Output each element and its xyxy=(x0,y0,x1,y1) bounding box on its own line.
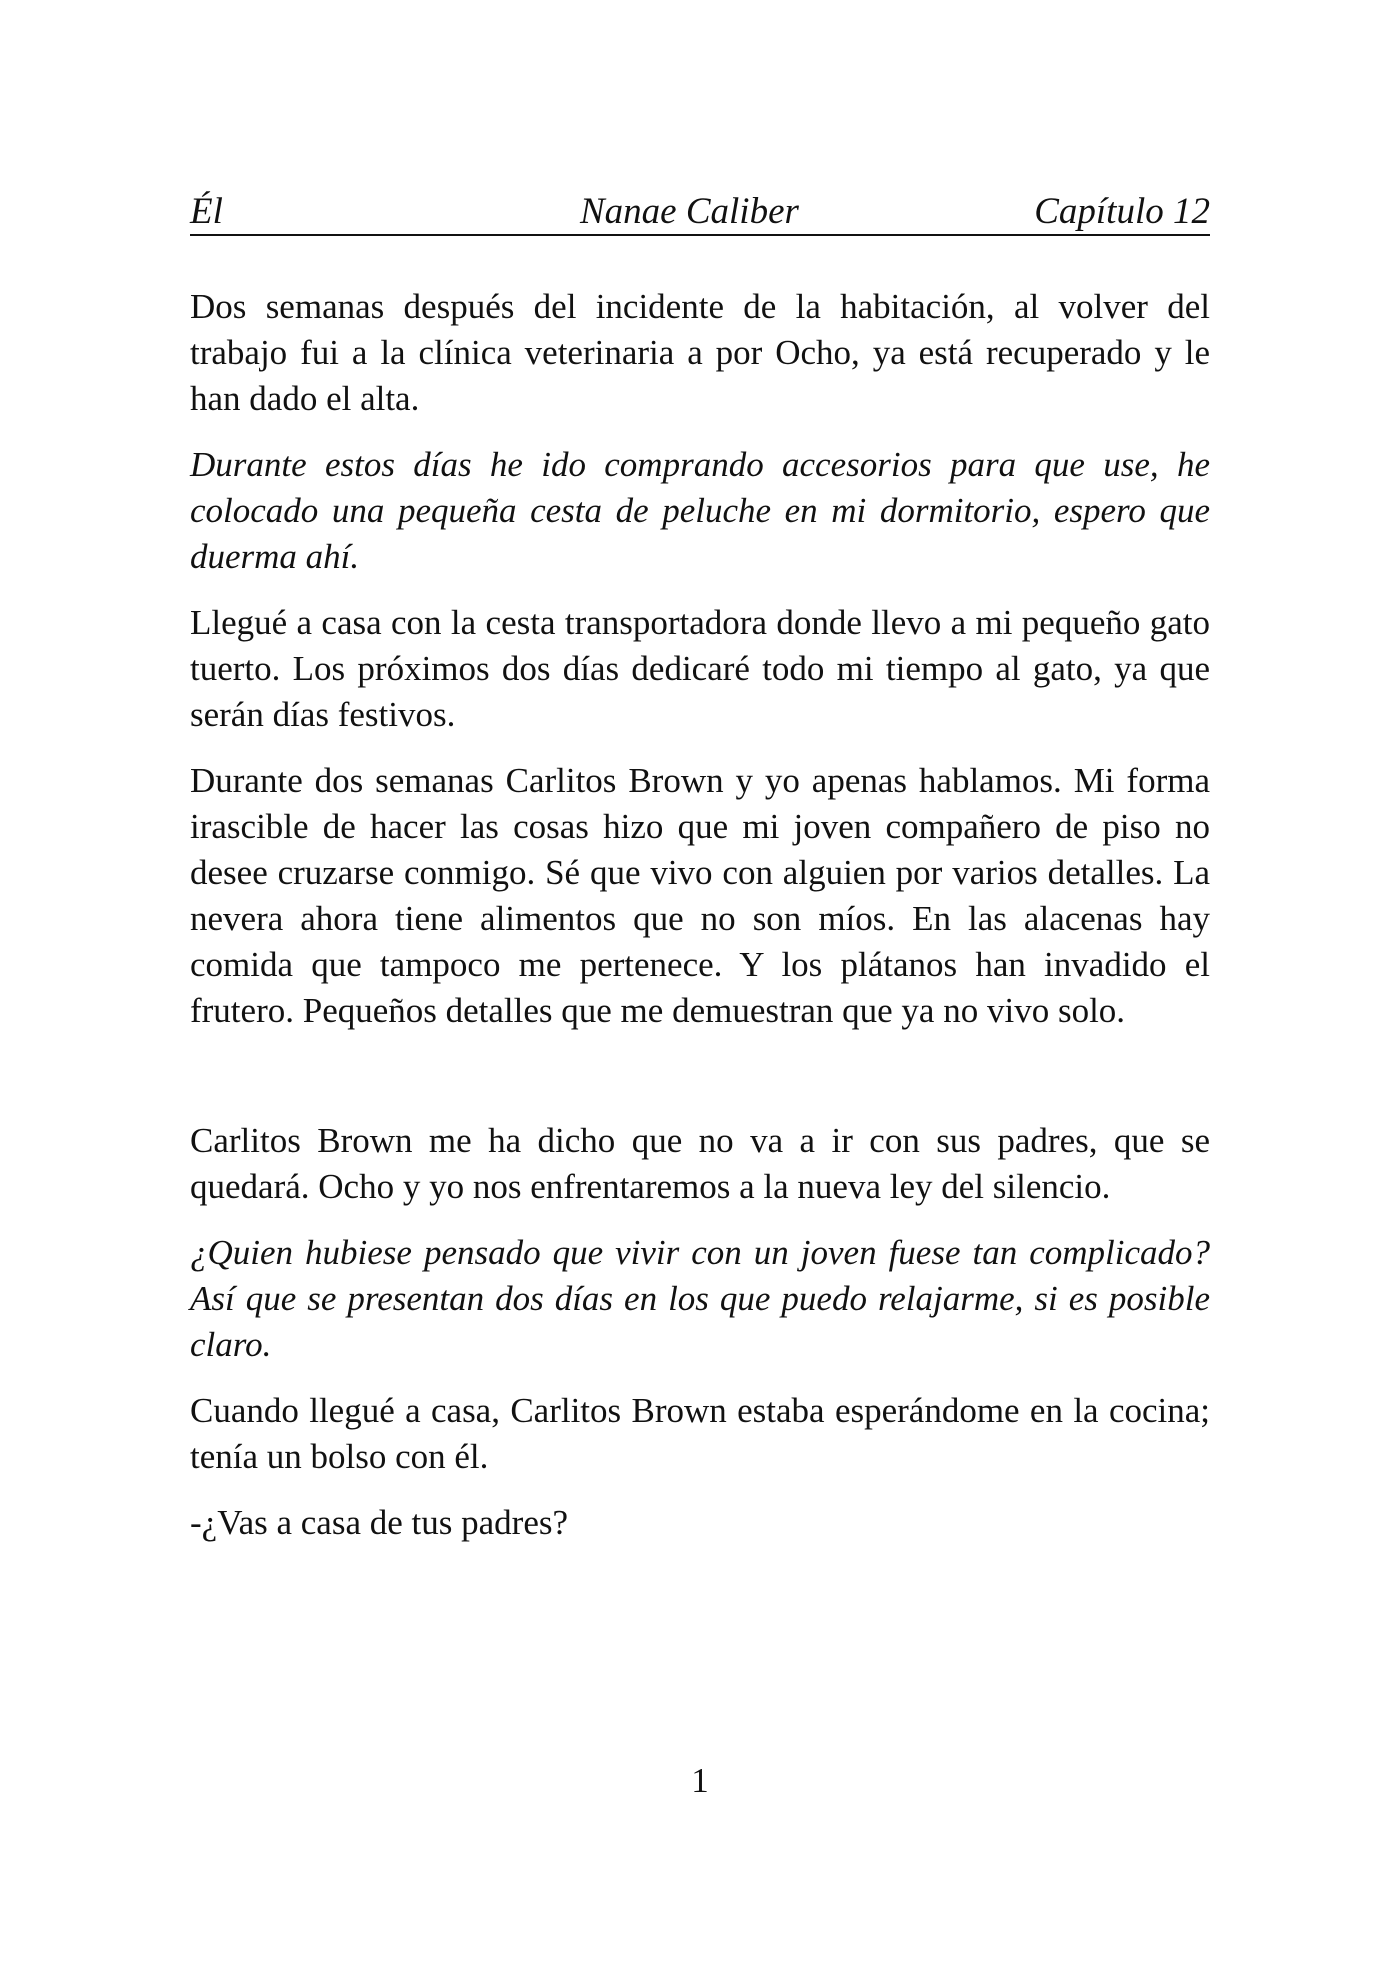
header-book-title: Él xyxy=(190,191,223,232)
paragraph: Carlitos Brown me ha dicho que no va a ir con sus padres, que se quedará. Ocho y yo nos enfrentaremos a la nueva ley del silencio. xyxy=(190,1121,1210,1206)
paragraph-italic: ¿Quien hubiese pensado que vivir con un joven fuese tan complicado?Así que se presentan dos días en los que puedo relajarme, si es posible claro. xyxy=(190,1233,1210,1364)
paragraph-italic: Durante estos días he ido comprando accesorios para que use, he colocado una pequeña cesta de peluche en mi dormitorio, espero que duerma ahí. xyxy=(190,445,1210,576)
paragraph: Durante dos semanas Carlitos Brown y yo apenas hablamos. Mi forma irascible de hacer las cosas hizo que mi joven compañero de piso no desee cruzarse conmigo. Sé que vivo con alguien por varios detalles. La nevera ahora tiene alimentos que no son míos. En las alacenas hay comida que tampoco me pertenece. Y los plátanos han invadido el frutero. Pequeños detalles que me demuestran que ya no vivo solo. xyxy=(190,761,1210,1030)
body-text xyxy=(190,284,1210,1566)
paragraph: Dos semanas después del incidente de la habitación, al volver del trabajo fui a la clínica veterinaria a por Ocho, ya está recuperado y le han dado el alta. xyxy=(190,287,1210,418)
running-header xyxy=(190,190,1210,236)
paragraph: Llegué a casa con la cesta transportadora donde llevo a mi pequeño gato tuerto. Los próximos dos días dedicaré todo mi tiempo al gato, ya que serán días festivos. xyxy=(190,603,1210,734)
header-author: Nanae Caliber xyxy=(580,191,799,232)
paragraph: Cuando llegué a casa, Carlitos Brown estaba esperándome en la cocina; tenía un bolso con él. xyxy=(190,1391,1210,1476)
page-number: 1 xyxy=(691,1761,709,1800)
header-chapter: Capítulo 12 xyxy=(1034,191,1210,232)
dialogue-line: -¿Vas a casa de tus padres? xyxy=(190,1503,569,1542)
